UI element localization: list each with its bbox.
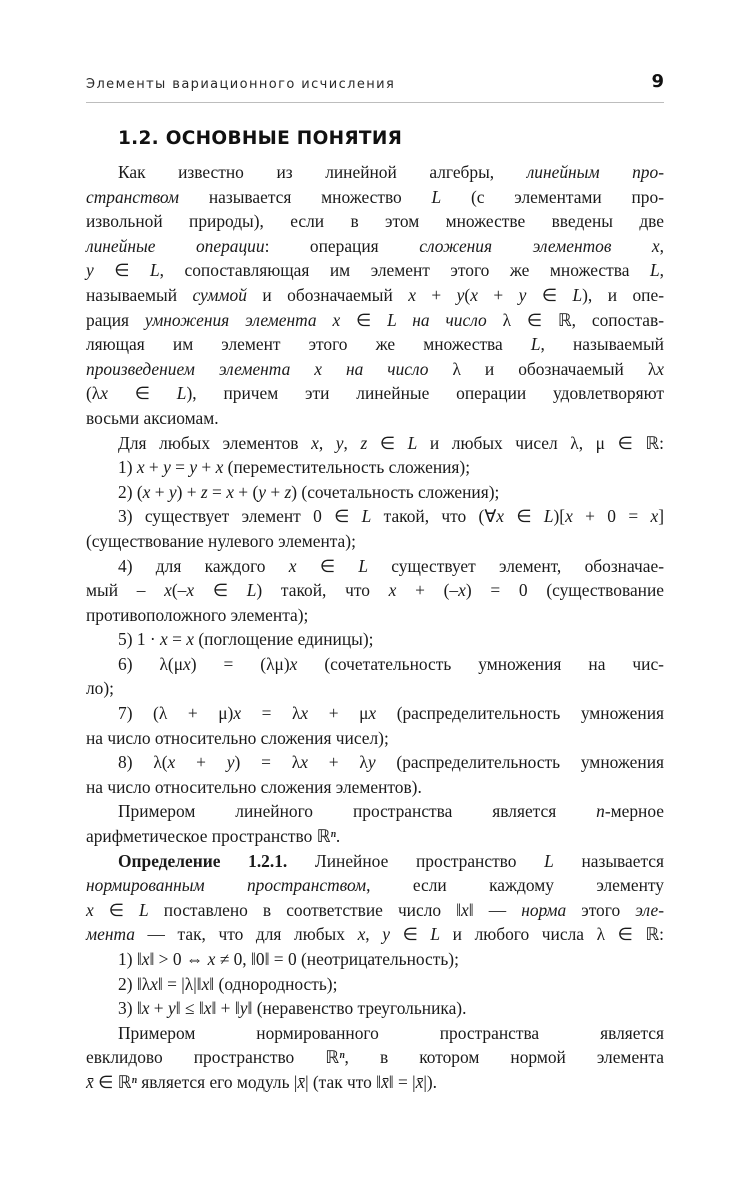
text-run: x bbox=[100, 383, 108, 404]
text-run: , bbox=[659, 260, 664, 281]
text-run: и обозначаемый bbox=[246, 284, 409, 305]
text-run: ) = (λμ) bbox=[190, 653, 290, 674]
text-run: x bbox=[496, 506, 504, 527]
text-run: y bbox=[239, 998, 248, 1019]
text-run: y bbox=[86, 260, 94, 281]
text-run: , bbox=[659, 235, 664, 256]
text-run: x bbox=[470, 284, 478, 305]
text-run: евклидово пространство ℝ bbox=[86, 1047, 340, 1068]
text-run: L bbox=[176, 383, 187, 404]
text-run: , bbox=[343, 432, 361, 453]
text-run: = bbox=[207, 481, 227, 502]
text-run: y bbox=[367, 752, 376, 773]
text-run: + bbox=[175, 752, 227, 773]
text-line bbox=[86, 775, 664, 800]
text-run: + μ bbox=[308, 703, 369, 724]
axiom-8 bbox=[86, 750, 664, 775]
text-run: сложения элементов x bbox=[419, 235, 660, 256]
text-run: арифметическое пространство ℝ bbox=[86, 826, 331, 847]
text-line bbox=[86, 332, 664, 357]
norm-axiom-1 bbox=[86, 947, 664, 972]
text-run: y bbox=[163, 457, 171, 478]
text-run: x bbox=[207, 949, 216, 969]
text-line bbox=[86, 529, 664, 554]
text-run: линейные операции bbox=[86, 235, 265, 256]
text-run: является его модуль | bbox=[136, 1071, 298, 1092]
text-run: x bbox=[357, 924, 366, 945]
text-run: , в котором нормой элемента bbox=[344, 1047, 664, 1068]
text-run: 3) существует элемент 0 ∈ bbox=[118, 506, 362, 527]
text-run: x bbox=[215, 457, 224, 478]
text-run: Линейное пространство bbox=[287, 850, 545, 871]
text-run: y bbox=[189, 457, 198, 478]
text-run: z bbox=[200, 481, 208, 502]
text-run: 1) ‖ bbox=[118, 949, 142, 969]
axiom-3 bbox=[86, 504, 664, 529]
text-run: + bbox=[197, 457, 216, 478]
text-run: 1) bbox=[118, 457, 137, 478]
text-run: рация bbox=[86, 309, 145, 330]
text-run: умножения элемента x bbox=[144, 309, 341, 330]
text-line bbox=[86, 603, 664, 628]
text-line bbox=[86, 234, 664, 259]
text-run: этого bbox=[566, 899, 636, 920]
text-run: L bbox=[544, 850, 554, 871]
text-run: Как известно из линейной алгебры, bbox=[118, 162, 527, 182]
text-run: -мерное bbox=[604, 801, 664, 822]
text-run: + 0 = bbox=[572, 506, 651, 527]
text-run: противоположного элемента); bbox=[86, 604, 309, 625]
text-run: 2) ( bbox=[118, 481, 143, 502]
text-run: L bbox=[572, 284, 583, 305]
text-run: ⁿ bbox=[330, 826, 336, 847]
text-line bbox=[86, 1045, 664, 1070]
text-run: ) (сочетальность сложения); bbox=[291, 481, 500, 502]
text-run: x bbox=[183, 653, 191, 674]
text-run: и любого числа λ ∈ ℝ: bbox=[440, 924, 664, 945]
text-run: суммой bbox=[192, 284, 247, 305]
text-run: ∈ ℝ bbox=[93, 1071, 132, 1092]
text-run: ] bbox=[658, 506, 664, 527]
text-line bbox=[86, 185, 664, 210]
text-run: ∈ bbox=[390, 924, 431, 945]
axiom-2 bbox=[86, 480, 664, 505]
text-line bbox=[86, 799, 664, 824]
axiom-4 bbox=[86, 554, 664, 579]
text-run: λ и обозначаемый λ bbox=[428, 358, 657, 379]
definition-line bbox=[86, 873, 664, 898]
text-run: x bbox=[141, 998, 150, 1019]
text-run: (поглощение единицы); bbox=[194, 629, 374, 650]
text-run: x bbox=[408, 284, 416, 305]
text-run: = bbox=[167, 629, 187, 650]
text-run: y bbox=[382, 924, 390, 945]
text-line bbox=[86, 308, 664, 333]
text-run: + bbox=[150, 481, 169, 502]
text-run: )[ bbox=[553, 506, 566, 527]
text-run: x bbox=[288, 555, 297, 576]
text-run: L bbox=[358, 555, 368, 576]
text-run: x bbox=[311, 432, 319, 453]
text-run: x bbox=[86, 899, 94, 920]
text-run: мый – bbox=[86, 580, 165, 601]
definition-line bbox=[86, 922, 664, 947]
text-run: линейным про- bbox=[526, 162, 664, 182]
text-run: восьми аксиомам. bbox=[86, 407, 219, 428]
text-run: , если каждому элементу bbox=[366, 875, 664, 896]
text-run: ∈ bbox=[93, 899, 140, 920]
text-line bbox=[86, 160, 664, 185]
text-line bbox=[86, 381, 664, 406]
text-run: n bbox=[596, 801, 605, 822]
text-run: L bbox=[431, 186, 442, 207]
text-run: существует элемент, обозначае- bbox=[367, 555, 664, 576]
text-run: Примером нормированного пространства является bbox=[118, 1022, 664, 1043]
text-run: ), и опе- bbox=[582, 284, 664, 305]
text-line bbox=[86, 1021, 664, 1046]
text-run: 3) ‖ bbox=[118, 998, 142, 1019]
axiom-5 bbox=[86, 627, 664, 652]
text-run: Определение 1.2.1. bbox=[118, 850, 288, 871]
text-run: ) = λ bbox=[234, 752, 301, 773]
text-run: — так, что для любых bbox=[134, 924, 358, 945]
text-run: x bbox=[164, 580, 172, 601]
axiom-6 bbox=[86, 652, 664, 677]
text-run: + bbox=[149, 998, 168, 1019]
text-run: x̄ bbox=[381, 1071, 389, 1092]
text-run: L на число bbox=[387, 309, 487, 330]
text-run: L bbox=[246, 580, 257, 601]
text-run: L bbox=[530, 334, 541, 355]
text-run: L bbox=[543, 506, 554, 527]
text-run: (переместительность сложения); bbox=[223, 457, 471, 478]
norm-axiom-3 bbox=[86, 996, 664, 1021]
text-run: называется множество bbox=[179, 186, 432, 207]
text-run: на число относительно сложения чисел); bbox=[86, 727, 389, 748]
text-run: ‖ > 0 ⇔ bbox=[149, 949, 208, 969]
norm-axiom-2 bbox=[86, 972, 664, 997]
text-run: λ ∈ ℝ, сопостав- bbox=[486, 309, 664, 330]
text-run: (– bbox=[171, 580, 187, 601]
text-run: ∈ bbox=[107, 383, 177, 404]
text-run: L bbox=[149, 260, 160, 281]
text-run: ‖ (однородность); bbox=[209, 973, 338, 994]
text-run: ляющая им элемент этого же множества bbox=[86, 334, 531, 355]
text-run: + λ bbox=[307, 752, 368, 773]
text-run: , bbox=[318, 432, 336, 453]
text-run: y bbox=[226, 752, 235, 773]
text-run: + bbox=[415, 284, 457, 305]
running-title: Элементы вариационного исчисления bbox=[86, 77, 396, 92]
text-run: нормированным пространством bbox=[86, 875, 367, 896]
text-run: L bbox=[649, 260, 660, 281]
text-run: ∈ bbox=[503, 506, 544, 527]
text-run: извольной природы), если в этом множестве введены две bbox=[86, 211, 664, 232]
running-header bbox=[86, 68, 664, 103]
text-run: + bbox=[265, 481, 285, 502]
text-run: x bbox=[289, 653, 298, 674]
text-run: ∈ bbox=[296, 555, 359, 576]
text-line bbox=[86, 258, 664, 283]
text-run: x bbox=[203, 998, 212, 1019]
text-run: x bbox=[226, 481, 234, 502]
text-run: (λ bbox=[86, 383, 101, 404]
text-run: ) = 0 (существование bbox=[465, 580, 664, 601]
text-line bbox=[86, 283, 664, 308]
text-run: x̄ bbox=[86, 1071, 94, 1092]
text-run: : операция bbox=[264, 235, 420, 256]
text-run: = λ bbox=[241, 703, 301, 724]
text-run: ∈ bbox=[340, 309, 388, 330]
text-run: x bbox=[160, 629, 168, 650]
text-run: называемый bbox=[86, 284, 193, 305]
text-run: (сочетательность умножения на чис- bbox=[297, 653, 664, 674]
text-run: поставлено в соответствие число ‖ bbox=[148, 899, 462, 920]
text-run: x̄ bbox=[415, 1071, 424, 1092]
text-run: L bbox=[430, 924, 441, 945]
text-run: ‖ + ‖ bbox=[211, 998, 240, 1019]
text-run: ) + bbox=[176, 481, 201, 502]
text-run: ∈ bbox=[194, 580, 247, 601]
text-run: y bbox=[168, 481, 177, 502]
text-run: , bbox=[365, 924, 383, 945]
text-run: 8) λ( bbox=[118, 752, 168, 773]
text-run: x bbox=[186, 580, 195, 601]
text-line bbox=[86, 676, 664, 701]
text-run: ⁿ bbox=[131, 1071, 137, 1092]
text-run: x bbox=[368, 703, 377, 724]
text-run: (распределительность умножения bbox=[375, 752, 664, 773]
text-run: + bbox=[144, 457, 164, 478]
text-run: x bbox=[565, 506, 573, 527]
text-run: + bbox=[477, 284, 519, 305]
text-line bbox=[86, 406, 664, 431]
text-line bbox=[86, 578, 664, 603]
text-run: ‖ ≤ ‖ bbox=[175, 998, 204, 1019]
text-run: и любых чисел λ, μ ∈ ℝ: bbox=[417, 432, 664, 453]
text-run: x bbox=[136, 457, 145, 478]
text-run: такой, что (∀ bbox=[371, 506, 497, 527]
text-run: z bbox=[360, 432, 368, 453]
text-run: ), причем эти линейные операции удовлетворяют bbox=[186, 383, 664, 404]
text-run: называется bbox=[553, 850, 664, 871]
text-run: произведением элемента x на число bbox=[86, 358, 429, 379]
text-run: x bbox=[141, 949, 150, 969]
text-run: = bbox=[170, 457, 190, 478]
page-number: 9 bbox=[651, 71, 664, 92]
text-run: (существование нулевого элемента); bbox=[86, 530, 356, 551]
text-run: мента bbox=[86, 924, 135, 945]
body-text bbox=[86, 160, 664, 1095]
text-line bbox=[86, 824, 664, 849]
text-run: x bbox=[300, 752, 308, 773]
text-run: ‖ — bbox=[468, 899, 522, 920]
text-run: ло); bbox=[86, 678, 114, 699]
axiom-7 bbox=[86, 701, 664, 726]
text-run: . bbox=[335, 826, 341, 847]
text-run: Примером линейного пространства является bbox=[118, 801, 597, 822]
text-run: норма bbox=[521, 899, 567, 920]
text-run: ‖ = |λ|‖ bbox=[157, 973, 202, 994]
text-run: y bbox=[167, 998, 176, 1019]
text-line bbox=[86, 431, 664, 456]
text-run: 5) 1 · bbox=[118, 629, 161, 650]
text-run: y bbox=[335, 432, 344, 453]
text-run: Для любых элементов bbox=[118, 432, 312, 453]
axiom-1 bbox=[86, 455, 664, 480]
text-run: ‖ (неравенство треугольника). bbox=[247, 998, 467, 1019]
text-run: 4) для каждого bbox=[118, 555, 289, 576]
text-run: (с элементами про- bbox=[441, 186, 664, 207]
text-run: y bbox=[518, 284, 527, 305]
text-run: x bbox=[150, 973, 158, 994]
text-run: (распределительность умножения bbox=[376, 703, 664, 724]
text-run: ) такой, что bbox=[256, 580, 389, 601]
text-run: x bbox=[201, 973, 210, 994]
definition-line bbox=[86, 849, 664, 874]
text-run: ‖ = | bbox=[388, 1071, 416, 1092]
text-run: ( bbox=[464, 284, 471, 305]
text-line bbox=[86, 726, 664, 751]
text-run: x bbox=[388, 580, 397, 601]
text-run: странством bbox=[86, 186, 180, 207]
text-run: , называемый bbox=[540, 334, 664, 355]
text-run: ∈ bbox=[367, 432, 408, 453]
text-run: + (– bbox=[396, 580, 459, 601]
text-run: L bbox=[361, 506, 372, 527]
text-run: x bbox=[461, 899, 469, 920]
text-run: |). bbox=[423, 1071, 438, 1092]
text-run: z bbox=[284, 481, 292, 502]
text-run: x bbox=[650, 506, 659, 527]
text-run: x bbox=[233, 703, 242, 724]
text-run: L bbox=[139, 899, 149, 920]
text-line bbox=[86, 209, 664, 234]
text-run: L bbox=[407, 432, 418, 453]
text-run: 2) ‖λ bbox=[118, 973, 151, 994]
text-run: x bbox=[656, 358, 664, 379]
text-run: 6) λ(μ bbox=[118, 653, 184, 674]
definition-line bbox=[86, 898, 664, 923]
text-run: эле- bbox=[635, 899, 664, 920]
text-line bbox=[86, 357, 664, 382]
text-run: y bbox=[456, 284, 465, 305]
text-run: ⁿ bbox=[339, 1047, 345, 1068]
text-run: ≠ 0, ‖0‖ = 0 (неотрицательность); bbox=[215, 949, 459, 969]
text-run: + ( bbox=[233, 481, 259, 502]
text-run: | (так что ‖ bbox=[305, 1071, 382, 1092]
text-run: 7) (λ + μ) bbox=[118, 703, 234, 724]
text-run: , сопоставляющая им элемент этого же множества bbox=[159, 260, 650, 281]
text-run: x bbox=[142, 481, 151, 502]
text-run: x bbox=[186, 629, 195, 650]
text-line bbox=[86, 1070, 664, 1095]
text-run: x bbox=[458, 580, 466, 601]
text-run: y bbox=[258, 481, 266, 502]
text-run: x bbox=[167, 752, 176, 773]
text-run: x̄ bbox=[297, 1071, 306, 1092]
text-run: ∈ bbox=[93, 260, 150, 281]
text-run: на число относительно сложения элементов). bbox=[86, 776, 422, 797]
text-run: ∈ bbox=[526, 284, 573, 305]
section-title: 1.2. ОСНОВНЫЕ ПОНЯТИЯ bbox=[118, 128, 403, 149]
text-run: x bbox=[300, 703, 309, 724]
